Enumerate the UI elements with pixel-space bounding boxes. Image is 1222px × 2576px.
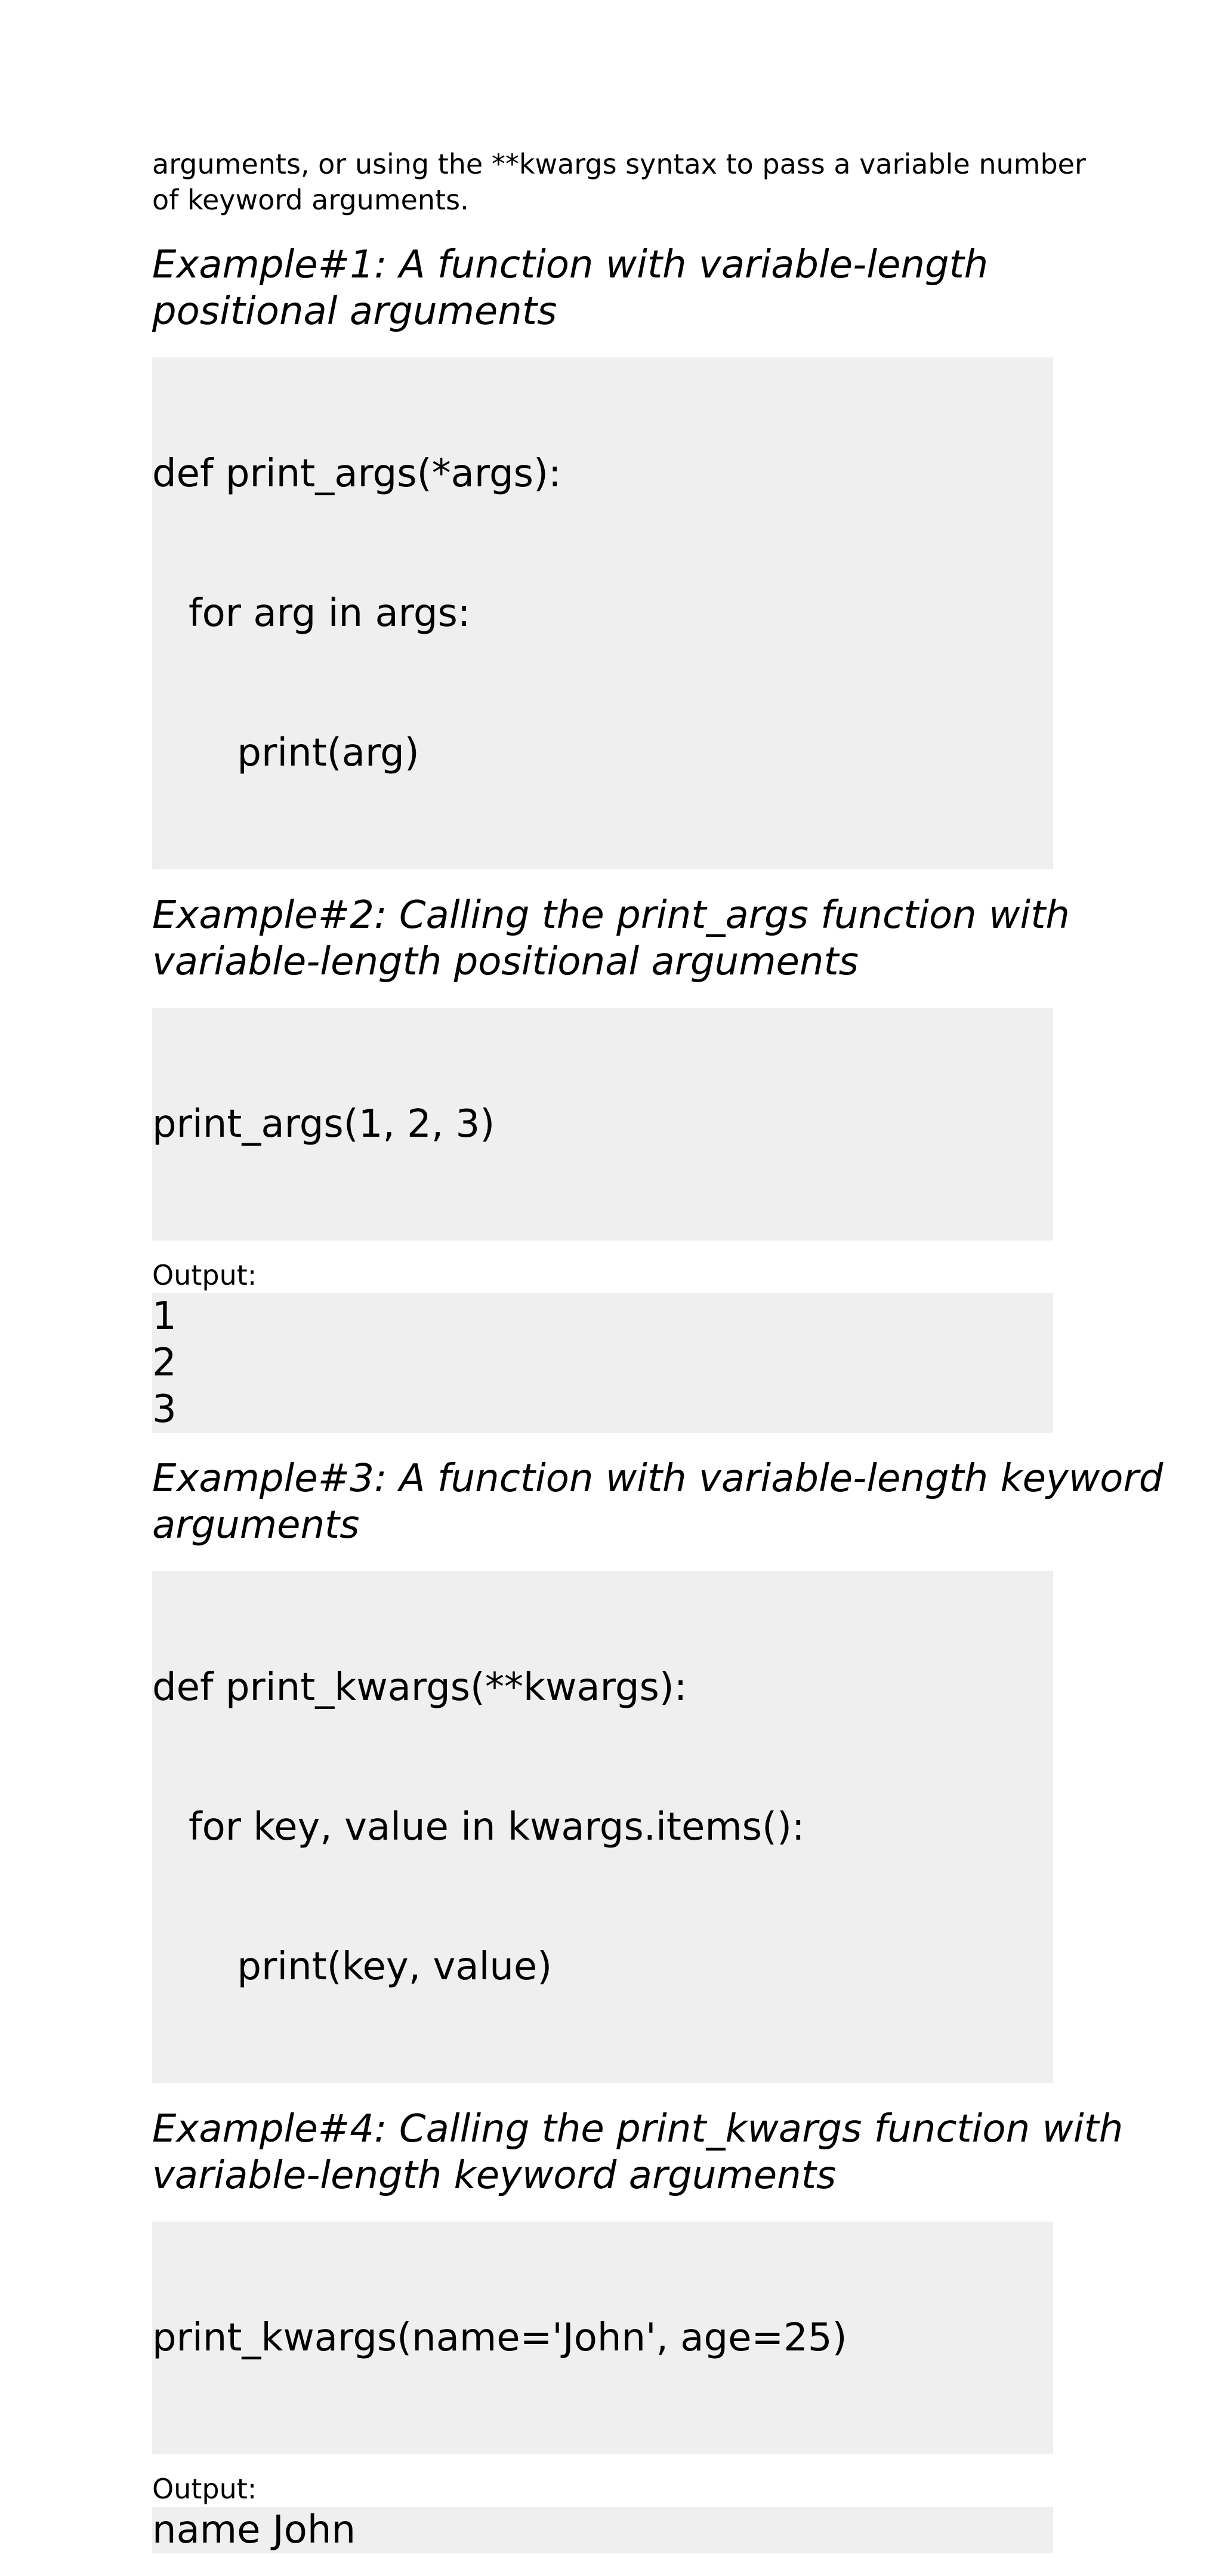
output-line: 1 <box>152 1294 177 1338</box>
code-line: print_kwargs(name='John', age=25) <box>152 2316 847 2360</box>
document-page <box>152 146 1164 2576</box>
example-1-heading-line-1: Example#1: A function with variable-length <box>152 243 989 287</box>
code-line: def print_kwargs(**kwargs): <box>152 1665 687 1710</box>
example-2-heading <box>152 892 1070 985</box>
intro-line-1: arguments, or using the **kwargs syntax to pass a variable number <box>152 148 1086 180</box>
example-4-heading-line-1: Example#4: Calling the print_kwargs function with <box>152 2107 1124 2151</box>
intro-paragraph <box>152 146 1086 218</box>
example-1-heading <box>152 242 1053 335</box>
example-4-code-block <box>152 2222 1053 2454</box>
intro-line-2: of keyword arguments. <box>152 184 469 216</box>
output-line: 2 <box>152 1341 177 1385</box>
example-1-heading-line-2: positional arguments <box>152 289 557 334</box>
example-2-heading-line-2: variable-length positional arguments <box>152 940 859 984</box>
example-2-output-label: Output: <box>152 1259 257 1291</box>
code-line: def print_args(*args): <box>152 452 561 496</box>
example-1-code-block <box>152 357 1053 869</box>
example-4-output-label: Output: <box>152 2473 257 2505</box>
example-4-output-block <box>152 2507 1053 2553</box>
output-line: 3 <box>152 1387 177 1432</box>
example-2-heading-line-1: Example#2: Calling the print_args function with <box>152 893 1070 937</box>
code-line: for key, value in kwargs.items(): <box>152 1805 805 1849</box>
code-line: print(arg) <box>152 731 419 775</box>
code-line: print_args(1, 2, 3) <box>152 1102 495 1146</box>
code-line: for arg in args: <box>152 591 471 635</box>
example-4-heading-line-2: variable-length keyword arguments <box>152 2154 837 2198</box>
example-3-heading-line-2: arguments <box>152 1503 360 1547</box>
example-3-heading-line-1: Example#3: A function with variable-length keyword <box>152 1457 1164 1501</box>
example-2-code-block <box>152 1008 1053 1241</box>
example-3-code-block <box>152 1571 1053 2083</box>
example-4-heading <box>152 2106 1124 2199</box>
code-line: print(key, value) <box>152 1945 553 1989</box>
example-3-heading <box>152 1455 1164 1548</box>
output-line: name John <box>152 2508 356 2552</box>
example-2-output-block <box>152 1293 1053 1433</box>
